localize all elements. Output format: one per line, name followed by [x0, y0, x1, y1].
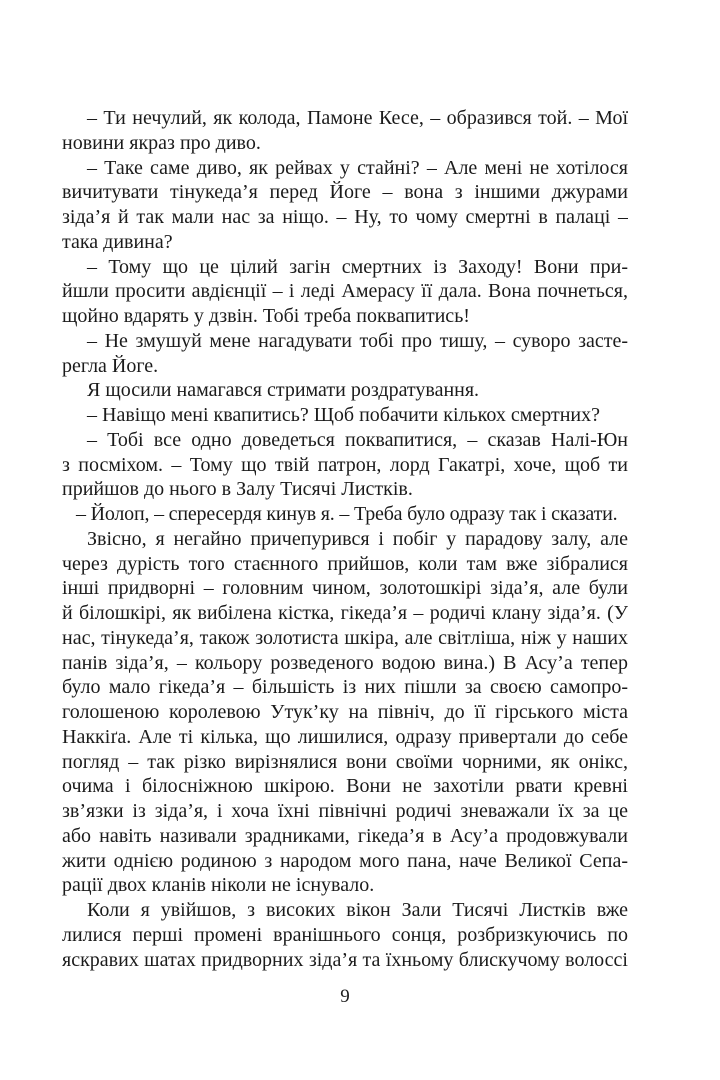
- paragraph: [62, 156, 628, 255]
- text-block: [62, 106, 628, 972]
- text-line: Коли я увійшов, з високих вікон Зали Тисячі Листків вже: [87, 899, 628, 921]
- text-line: новини якраз про диво.: [62, 131, 261, 154]
- text-line: – Тому що це цілий загін смертних із Заходу! Вони при-: [87, 255, 628, 278]
- text-line: інші придворні – головним чином, золотошкірі зіда’я, але були: [62, 577, 628, 600]
- text-line: панів зіда’я, – кольору розведеного водою вина.) В Асу’а тепер: [62, 651, 628, 674]
- text-line: – Йолоп, – спересердя кинув я. – Треба було одразу так і сказати.: [76, 503, 618, 525]
- text-line: – Тобі все одно доведеться поквапитися, – сказав Налі-Юн: [87, 428, 628, 451]
- paragraph: [62, 502, 628, 527]
- text-line: прийшов до нього в Залу Тисячі Листків.: [62, 478, 413, 501]
- text-line: жити однією родиною з народом мого пана, наче Великої Сепа-: [62, 849, 628, 872]
- text-line: зв’язки із зіда’я, і хоча їхні північні родичі зневажали їх за це: [62, 800, 628, 822]
- text-line: Я щосили намагався стримати роздратування.: [87, 379, 480, 402]
- text-line: – Не змушуй мене нагадувати тобі про тишу, – суворо засте-: [87, 329, 628, 352]
- text-line: або навіть називали зрадниками, гікеда’я в Асу’а продовжували: [62, 824, 628, 847]
- text-line: й білошкірі, як вибілена кістка, гікеда’я – родичі клану зіда’я. (У: [62, 602, 628, 624]
- text-line: йшли просити авдієнції – і леді Амерасу її дала. Вона почнеться,: [62, 280, 628, 303]
- text-line: було мало гікеда’я – більшість із них пішли за своєю самопро-: [62, 676, 628, 699]
- text-line: з посміхом. – Тому що твій патрон, лорд Гакатрі, хоче, щоб ти: [62, 453, 628, 476]
- paragraph: [62, 106, 628, 156]
- page-number: 9: [340, 986, 350, 1007]
- text-line: регла Йоге.: [62, 354, 159, 377]
- text-line: яскравих шатах придворних зіда’я та їхньому блискучому волоссі: [62, 948, 628, 971]
- paragraph: [62, 403, 628, 428]
- text-line: – Таке саме диво, як рейвах у стайні? – Але мені не хотілося: [87, 156, 628, 179]
- paragraph: [62, 527, 628, 898]
- paragraph: [62, 428, 628, 502]
- text-line: щойно вдарять у дзвін. Тобі треба поквапитись!: [62, 305, 470, 327]
- text-line: нас, тінукеда’я, також золотиста шкіра, але світліша, ніж у наших: [62, 626, 628, 649]
- text-line: очима і білосніжною шкірою. Вони не захотіли рвати кревні: [62, 775, 628, 798]
- paragraph: [62, 255, 628, 329]
- paragraph: [62, 898, 628, 972]
- text-line: погляд – так різко вирізнялися вони своїми чорними, як онікс,: [62, 750, 628, 773]
- text-line: – Ти нечулий, як колода, Памоне Кесе, – образився той. – Мої: [87, 107, 628, 129]
- text-line: рації двох кланів ніколи не існувало.: [62, 874, 375, 897]
- text-line: Наккіґа. Але ті кілька, що лишилися, одразу привертали до себе: [62, 725, 628, 748]
- text-line: вичитувати тінукеда’я перед Йоге – вона з іншими джурами: [62, 181, 628, 204]
- text-line: лилися перші промені вранішнього сонця, розбризкуючись по: [62, 923, 628, 946]
- text-line: через дурість того стаєнного прийшов, коли там вже зібралися: [62, 552, 628, 575]
- paragraph: [62, 378, 628, 403]
- text-line: зіда’я й так мали нас за ніщо. – Ну, то чому смертні в палаці –: [62, 206, 628, 228]
- text-line: Звісно, я негайно причепурився і побіг у парадову залу, але: [87, 527, 628, 550]
- paragraph: [62, 329, 628, 379]
- text-line: – Навіщо мені квапитись? Щоб побачити кількох смертних?: [87, 404, 601, 426]
- text-line: голошеною королевою Утук’ку на північ, до її гірського міста: [62, 701, 628, 723]
- text-line: така дивина?: [62, 230, 173, 253]
